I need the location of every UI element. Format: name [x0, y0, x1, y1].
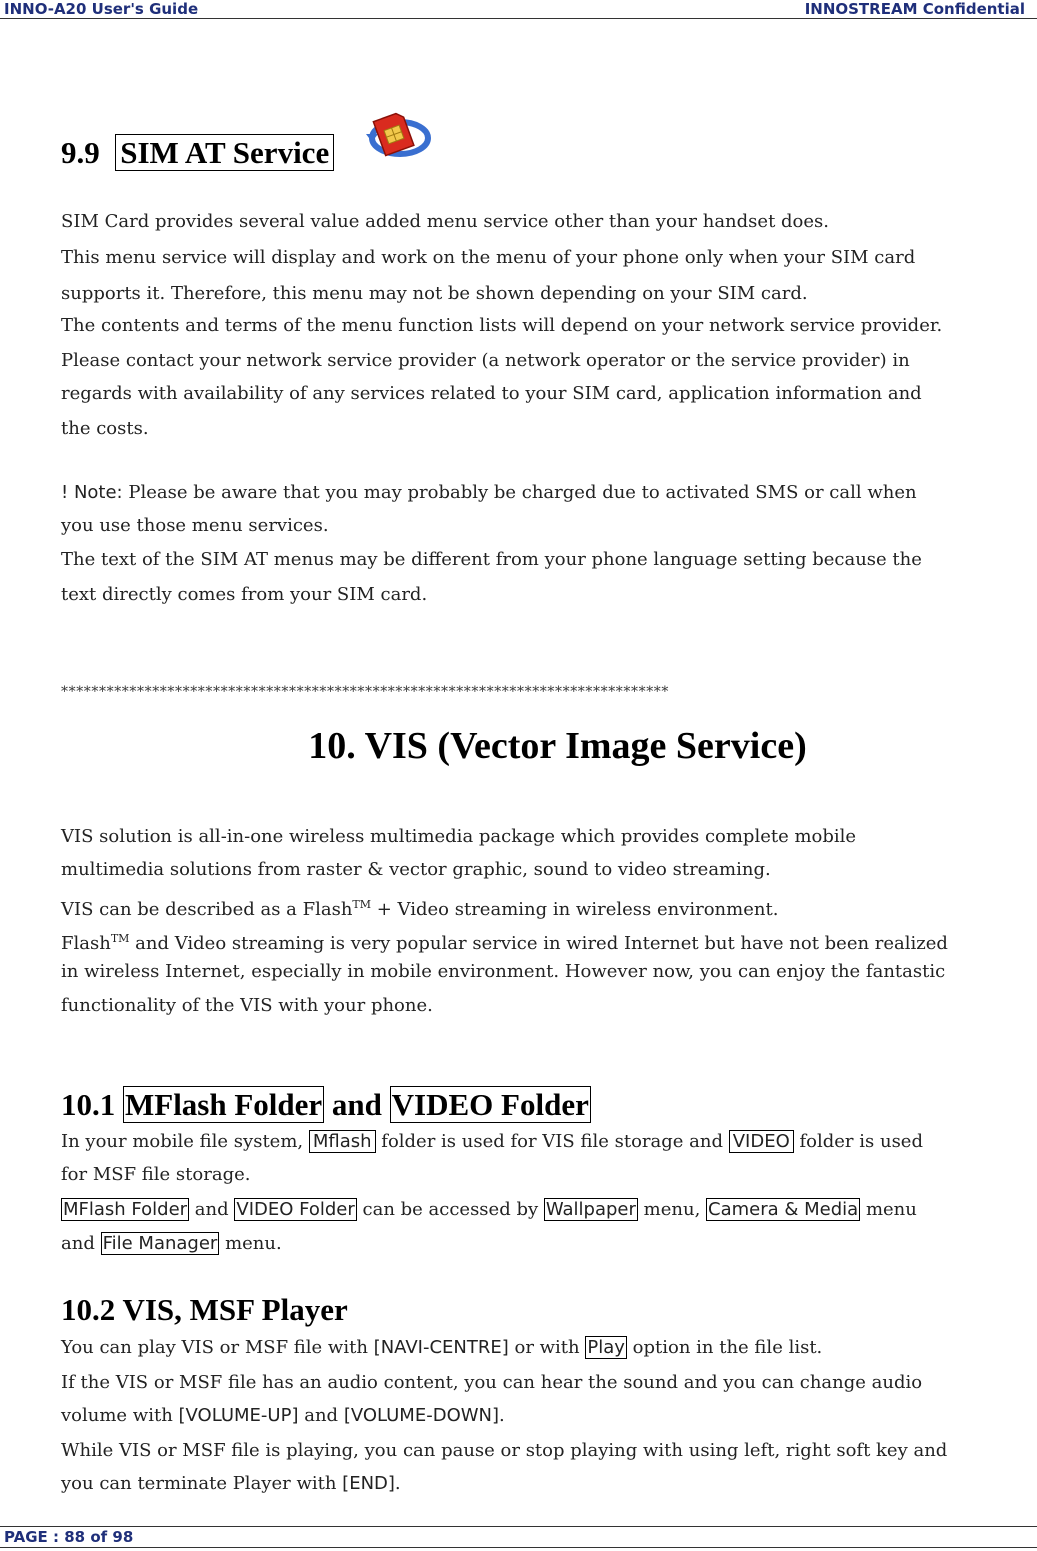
player-paragraph-line: If the VIS or MSF file has an audio content, you can hear the sound and you can change audio	[61, 1372, 923, 1393]
camera-media-menu-label: Camera & Media	[708, 1199, 859, 1220]
header-rule	[0, 18, 1037, 19]
note-label: ! Note:	[61, 482, 123, 503]
vis-paragraph-line: functionality of the VIS with your phone.	[61, 995, 433, 1016]
vis-paragraph-line: in wireless Internet, especially in mobile environment. However now, you can enjoy the fantastic	[61, 961, 946, 982]
player-paragraph-line: While VIS or MSF file is playing, you can pause or stop playing with using left, right soft key and	[61, 1440, 948, 1461]
vis-paragraph-line: Flash™ and Video streaming is very popular service in wired Internet but have not been realized	[61, 932, 948, 954]
section-10-2-heading: 10.2 VIS, MSF Player	[61, 1292, 348, 1327]
sim-paragraph-line: Please contact your network service provider (a network operator or the service provider) in	[61, 350, 910, 371]
mflash-folder-heading-box: MFlash Folder	[125, 1087, 323, 1122]
video-folder-heading-box: VIDEO Folder	[391, 1087, 589, 1122]
navi-centre-key: [NAVI-CENTRE]	[373, 1337, 509, 1358]
mflash-folder-label: Mflash	[309, 1130, 376, 1153]
sim-paragraph-line: the costs.	[61, 418, 149, 439]
footer-rule-bottom	[0, 1547, 1037, 1548]
trademark: TM	[352, 898, 372, 911]
mflash-folder-menu-label: MFlash Folder	[63, 1199, 188, 1220]
folder-paragraph-line: for MSF file storage.	[61, 1164, 251, 1185]
end-key: [END]	[342, 1473, 395, 1494]
asterisk-divider: ********************************************************************************	[61, 684, 669, 700]
section-9-9-title: SIM AT Service	[115, 134, 334, 171]
header-doc-title: INNO-A20 User's Guide	[4, 0, 199, 18]
page-number: PAGE : 88 of 98	[4, 1528, 134, 1546]
section-9-9-heading	[61, 136, 334, 170]
vis-paragraph-line: multimedia solutions from raster & vector graphic, sound to video streaming.	[61, 859, 771, 880]
video-folder-menu-label: VIDEO Folder	[236, 1199, 355, 1220]
sim-paragraph-line: regards with availability of any services related to your SIM card, application information and	[61, 383, 922, 404]
volume-down-key: [VOLUME-DOWN]	[343, 1405, 500, 1426]
play-option-label: Play	[587, 1337, 625, 1358]
chapter-10-title: 10. VIS (Vector Image Service)	[308, 725, 807, 767]
section-10-1-heading: 10.1 MFlash Folder and VIDEO Folder	[61, 1087, 589, 1122]
note-line: text directly comes from your SIM card.	[61, 584, 428, 605]
footer-rule-top	[0, 1526, 1037, 1527]
volume-up-key: [VOLUME-UP]	[178, 1405, 299, 1426]
folder-paragraph-line: In your mobile file system, Mflash folder is used for VIS file storage and VIDEO folder is used	[61, 1131, 923, 1152]
wallpaper-menu-label: Wallpaper	[545, 1199, 636, 1220]
player-paragraph-line: You can play VIS or MSF file with [NAVI-CENTRE] or with Play option in the file list.	[61, 1337, 823, 1358]
player-paragraph-line: volume with [VOLUME-UP] and [VOLUME-DOWN].	[61, 1405, 505, 1426]
sim-paragraph-line: SIM Card provides several value added menu service other than your handset does.	[61, 211, 829, 232]
sim-paragraph-line: supports it. Therefore, this menu may not be shown depending on your SIM card.	[61, 283, 808, 304]
file-manager-menu-label: File Manager	[102, 1233, 218, 1254]
vis-paragraph-line: VIS can be described as a Flash™ + Video streaming in wireless environment.	[61, 898, 779, 920]
sim-card-icon	[358, 108, 432, 164]
sim-paragraph-line: The contents and terms of the menu function lists will depend on your network service provider.	[61, 315, 943, 336]
note-line: ! Note: Please be aware that you may probably be charged due to activated SMS or call when	[61, 482, 917, 503]
video-folder-label: VIDEO	[729, 1130, 794, 1153]
note-line: you use those menu services.	[61, 515, 329, 536]
folder-paragraph-line: and File Manager menu.	[61, 1233, 282, 1254]
header-confidential: INNOSTREAM Confidential	[804, 0, 1025, 18]
folder-paragraph-line: MFlash Folder and VIDEO Folder can be accessed by Wallpaper menu, Camera & Media menu	[63, 1199, 917, 1220]
sim-paragraph-line: This menu service will display and work on the menu of your phone only when your SIM card	[61, 247, 916, 268]
player-paragraph-line: you can terminate Player with [END].	[61, 1473, 401, 1494]
note-line: The text of the SIM AT menus may be different from your phone language setting because the	[61, 549, 922, 570]
section-9-9-number: 9.9	[61, 135, 100, 170]
vis-paragraph-line: VIS solution is all-in-one wireless multimedia package which provides complete mobile	[61, 826, 857, 847]
trademark: TM	[110, 932, 130, 945]
